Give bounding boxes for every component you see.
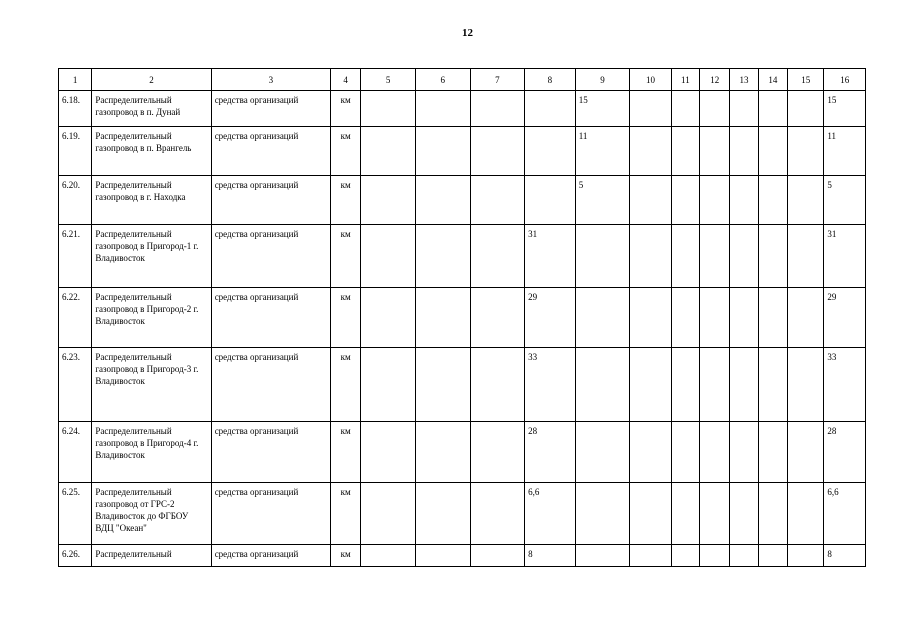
- empty-cell: [671, 422, 699, 483]
- empty-cell: [415, 288, 470, 348]
- table-row: [59, 91, 866, 127]
- funding-source-cell: средства организаций: [211, 545, 330, 567]
- empty-cell: [470, 288, 525, 348]
- empty-cell: [470, 545, 525, 567]
- funding-source-cell: средства организаций: [211, 483, 330, 545]
- col-header: 16: [824, 69, 866, 91]
- table-row: [59, 545, 866, 567]
- col16-value-cell: 15: [824, 91, 866, 127]
- col-header: 8: [525, 69, 576, 91]
- empty-cell: [470, 127, 525, 176]
- empty-cell: [671, 483, 699, 545]
- unit-cell: км: [331, 288, 361, 348]
- empty-cell: [730, 348, 758, 422]
- col9-value-cell: [575, 348, 630, 422]
- col-header: 5: [361, 69, 416, 91]
- empty-cell: [630, 225, 671, 288]
- row-number-cell: 6.25.: [59, 483, 92, 545]
- funding-source-cell: средства организаций: [211, 348, 330, 422]
- table-row: [59, 483, 866, 545]
- empty-cell: [361, 176, 416, 225]
- col8-value-cell: 8: [525, 545, 576, 567]
- empty-cell: [758, 545, 787, 567]
- col8-value-cell: [525, 91, 576, 127]
- col-header: 3: [211, 69, 330, 91]
- empty-cell: [415, 422, 470, 483]
- empty-cell: [730, 288, 758, 348]
- unit-cell: км: [331, 422, 361, 483]
- funding-source-cell: средства организаций: [211, 288, 330, 348]
- empty-cell: [700, 422, 730, 483]
- unit-cell: км: [331, 545, 361, 567]
- empty-cell: [671, 288, 699, 348]
- object-name-cell: Распределительный: [92, 545, 211, 567]
- empty-cell: [361, 127, 416, 176]
- row-number-cell: 6.18.: [59, 91, 92, 127]
- empty-cell: [671, 91, 699, 127]
- empty-cell: [361, 91, 416, 127]
- empty-cell: [730, 422, 758, 483]
- empty-cell: [788, 127, 824, 176]
- empty-cell: [788, 422, 824, 483]
- empty-cell: [730, 127, 758, 176]
- col-header: 15: [788, 69, 824, 91]
- col9-value-cell: [575, 545, 630, 567]
- object-name-cell: Распределительный газопровод в Пригород-2 г. Владивосток: [92, 288, 211, 348]
- funding-source-cell: средства организаций: [211, 176, 330, 225]
- empty-cell: [630, 483, 671, 545]
- empty-cell: [788, 225, 824, 288]
- empty-cell: [758, 225, 787, 288]
- empty-cell: [630, 127, 671, 176]
- table-row: [59, 348, 866, 422]
- col8-value-cell: [525, 176, 576, 225]
- col-header: 11: [671, 69, 699, 91]
- empty-cell: [700, 127, 730, 176]
- empty-cell: [470, 483, 525, 545]
- empty-cell: [630, 176, 671, 225]
- empty-cell: [671, 545, 699, 567]
- empty-cell: [415, 483, 470, 545]
- unit-cell: км: [331, 127, 361, 176]
- empty-cell: [630, 348, 671, 422]
- empty-cell: [415, 91, 470, 127]
- empty-cell: [788, 176, 824, 225]
- unit-cell: км: [331, 348, 361, 422]
- header-row: [59, 69, 866, 91]
- empty-cell: [470, 422, 525, 483]
- empty-cell: [470, 225, 525, 288]
- row-number-cell: 6.19.: [59, 127, 92, 176]
- funding-source-cell: средства организаций: [211, 225, 330, 288]
- row-number-cell: 6.21.: [59, 225, 92, 288]
- col8-value-cell: 33: [525, 348, 576, 422]
- object-name-cell: Распределительный газопровод от ГРС-2 Владивосток до ФГБОУ ВДЦ "Океан": [92, 483, 211, 545]
- col8-value-cell: [525, 127, 576, 176]
- empty-cell: [671, 176, 699, 225]
- table-row: [59, 225, 866, 288]
- object-name-cell: Распределительный газопровод в Пригород-3 г. Владивосток: [92, 348, 211, 422]
- row-number-cell: 6.20.: [59, 176, 92, 225]
- empty-cell: [730, 483, 758, 545]
- empty-cell: [361, 422, 416, 483]
- col9-value-cell: [575, 422, 630, 483]
- page-number: 12: [462, 27, 473, 39]
- empty-cell: [758, 288, 787, 348]
- empty-cell: [700, 288, 730, 348]
- object-name-cell: Распределительный газопровод в п. Врангель: [92, 127, 211, 176]
- unit-cell: км: [331, 225, 361, 288]
- table-row: [59, 127, 866, 176]
- empty-cell: [361, 225, 416, 288]
- col9-value-cell: [575, 288, 630, 348]
- empty-cell: [700, 225, 730, 288]
- col9-value-cell: [575, 225, 630, 288]
- empty-cell: [361, 483, 416, 545]
- col-header: 13: [730, 69, 758, 91]
- col-header: 2: [92, 69, 211, 91]
- empty-cell: [788, 483, 824, 545]
- object-name-cell: Распределительный газопровод в Пригород-1 г. Владивосток: [92, 225, 211, 288]
- empty-cell: [788, 91, 824, 127]
- table-row: [59, 176, 866, 225]
- col16-value-cell: 28: [824, 422, 866, 483]
- empty-cell: [788, 288, 824, 348]
- empty-cell: [361, 288, 416, 348]
- empty-cell: [415, 545, 470, 567]
- col9-value-cell: 15: [575, 91, 630, 127]
- empty-cell: [730, 545, 758, 567]
- empty-cell: [415, 176, 470, 225]
- empty-cell: [758, 176, 787, 225]
- empty-cell: [415, 127, 470, 176]
- funding-source-cell: средства организаций: [211, 91, 330, 127]
- col-header: 10: [630, 69, 671, 91]
- empty-cell: [415, 348, 470, 422]
- empty-cell: [361, 545, 416, 567]
- empty-cell: [788, 545, 824, 567]
- col-header: 6: [415, 69, 470, 91]
- col9-value-cell: 5: [575, 176, 630, 225]
- empty-cell: [758, 483, 787, 545]
- empty-cell: [671, 127, 699, 176]
- col8-value-cell: 6,6: [525, 483, 576, 545]
- empty-cell: [758, 127, 787, 176]
- empty-cell: [361, 348, 416, 422]
- empty-cell: [730, 91, 758, 127]
- col16-value-cell: 29: [824, 288, 866, 348]
- col9-value-cell: [575, 483, 630, 545]
- col16-value-cell: 33: [824, 348, 866, 422]
- object-name-cell: Распределительный газопровод в г. Находка: [92, 176, 211, 225]
- empty-cell: [671, 348, 699, 422]
- empty-cell: [470, 91, 525, 127]
- col16-value-cell: 11: [824, 127, 866, 176]
- object-name-cell: Распределительный газопровод в п. Дунай: [92, 91, 211, 127]
- unit-cell: км: [331, 483, 361, 545]
- empty-cell: [700, 545, 730, 567]
- empty-cell: [700, 176, 730, 225]
- empty-cell: [700, 91, 730, 127]
- col-header: 7: [470, 69, 525, 91]
- empty-cell: [470, 348, 525, 422]
- col9-value-cell: 11: [575, 127, 630, 176]
- empty-cell: [730, 176, 758, 225]
- empty-cell: [415, 225, 470, 288]
- empty-cell: [758, 348, 787, 422]
- col16-value-cell: 31: [824, 225, 866, 288]
- empty-cell: [758, 91, 787, 127]
- col-header: 4: [331, 69, 361, 91]
- object-name-cell: Распределительный газопровод в Пригород-4 г. Владивосток: [92, 422, 211, 483]
- table-row: [59, 288, 866, 348]
- col8-value-cell: 28: [525, 422, 576, 483]
- empty-cell: [470, 176, 525, 225]
- data-table: [58, 68, 866, 567]
- empty-cell: [630, 91, 671, 127]
- row-number-cell: 6.23.: [59, 348, 92, 422]
- funding-source-cell: средства организаций: [211, 127, 330, 176]
- empty-cell: [700, 348, 730, 422]
- funding-source-cell: средства организаций: [211, 422, 330, 483]
- unit-cell: км: [331, 91, 361, 127]
- col16-value-cell: 8: [824, 545, 866, 567]
- row-number-cell: 6.22.: [59, 288, 92, 348]
- col8-value-cell: 31: [525, 225, 576, 288]
- unit-cell: км: [331, 176, 361, 225]
- table-row: [59, 422, 866, 483]
- col-header: 1: [59, 69, 92, 91]
- empty-cell: [730, 225, 758, 288]
- col-header: 14: [758, 69, 787, 91]
- empty-cell: [630, 545, 671, 567]
- row-number-cell: 6.26.: [59, 545, 92, 567]
- empty-cell: [700, 483, 730, 545]
- empty-cell: [671, 225, 699, 288]
- empty-cell: [630, 422, 671, 483]
- col16-value-cell: 5: [824, 176, 866, 225]
- col8-value-cell: 29: [525, 288, 576, 348]
- empty-cell: [758, 422, 787, 483]
- empty-cell: [630, 288, 671, 348]
- col16-value-cell: 6,6: [824, 483, 866, 545]
- row-number-cell: 6.24.: [59, 422, 92, 483]
- col-header: 9: [575, 69, 630, 91]
- col-header: 12: [700, 69, 730, 91]
- empty-cell: [788, 348, 824, 422]
